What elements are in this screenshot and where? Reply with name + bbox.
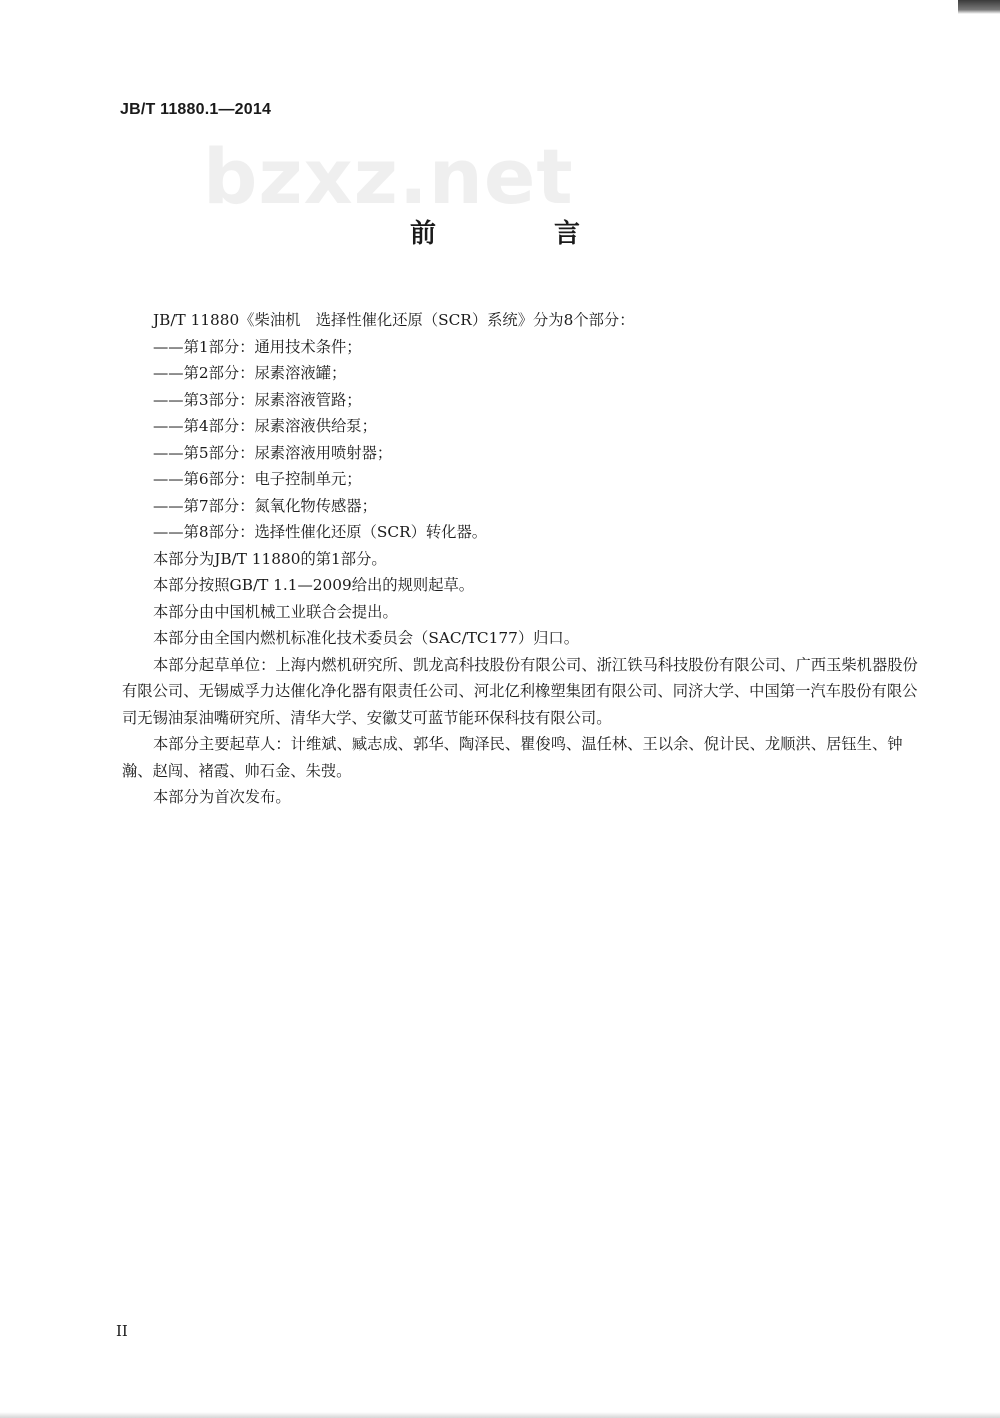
scan-bottom-edge — [0, 1412, 1000, 1418]
drafting-units-paragraph: 本部分起草单位：上海内燃机研究所、凯龙高科技股份有限公司、浙江铁马科技股份有限公司、广西玉柴机器股份有限公司、无锡威孚力达催化净化器有限责任公司、河北亿利橡塑集团有限公司、同济大学、中国第一汽车股份有限公司无锡油泵油嘴研究所、清华大学、安徽艾可蓝节能环保科技有限公司。 — [122, 655, 918, 727]
part-list-item: ——第4部分：尿素溶液供给泵； — [153, 417, 377, 435]
watermark: bzxz.net — [203, 132, 574, 221]
page-title: 前 言 — [409, 219, 626, 249]
part-list-item: ——第6部分：电子控制单元； — [153, 470, 362, 488]
part-list-item: ——第2部分：尿素溶液罐； — [153, 364, 347, 382]
part-list-item: ——第1部分：通用技术条件； — [153, 337, 362, 356]
part-list-item: ——第8部分：选择性催化还原（SCR）转化器。 — [153, 523, 488, 541]
foreword-body — [122, 307, 922, 811]
body-paragraph: 本部分由中国机械工业联合会提出。 — [153, 602, 398, 621]
standard-code: JB/T 11880.1—2014 — [120, 101, 272, 118]
part-list-item: ——第3部分：尿素溶液管路； — [153, 390, 362, 409]
part-list-item: ——第5部分：尿素溶液用喷射器； — [153, 443, 393, 462]
scan-corner-shadow — [958, 0, 1000, 14]
intro-paragraph: JB/T 11880《柴油机 选择性催化还原（SCR）系统》分为8个部分： — [153, 311, 635, 329]
page-number: II — [116, 1322, 128, 1340]
drafters-paragraph: 本部分主要起草人：计维斌、臧志成、郭华、陶泽民、瞿俊鸣、温任林、王以余、倪计民、龙顺洪、居钰生、钟瀚、赵闯、褚霞、帅石金、朱弢。 — [122, 735, 903, 780]
body-paragraph: 本部分由全国内燃机标准化技术委员会（SAC/TC177）归口。 — [153, 629, 580, 647]
body-paragraph: 本部分为JB/T 11880的第1部分。 — [153, 549, 387, 568]
body-paragraph: 本部分为首次发布。 — [153, 788, 291, 806]
body-paragraph: 本部分按照GB/T 1.1—2009给出的规则起草。 — [153, 576, 475, 594]
part-list-item: ——第7部分：氮氧化物传感器； — [153, 496, 377, 515]
